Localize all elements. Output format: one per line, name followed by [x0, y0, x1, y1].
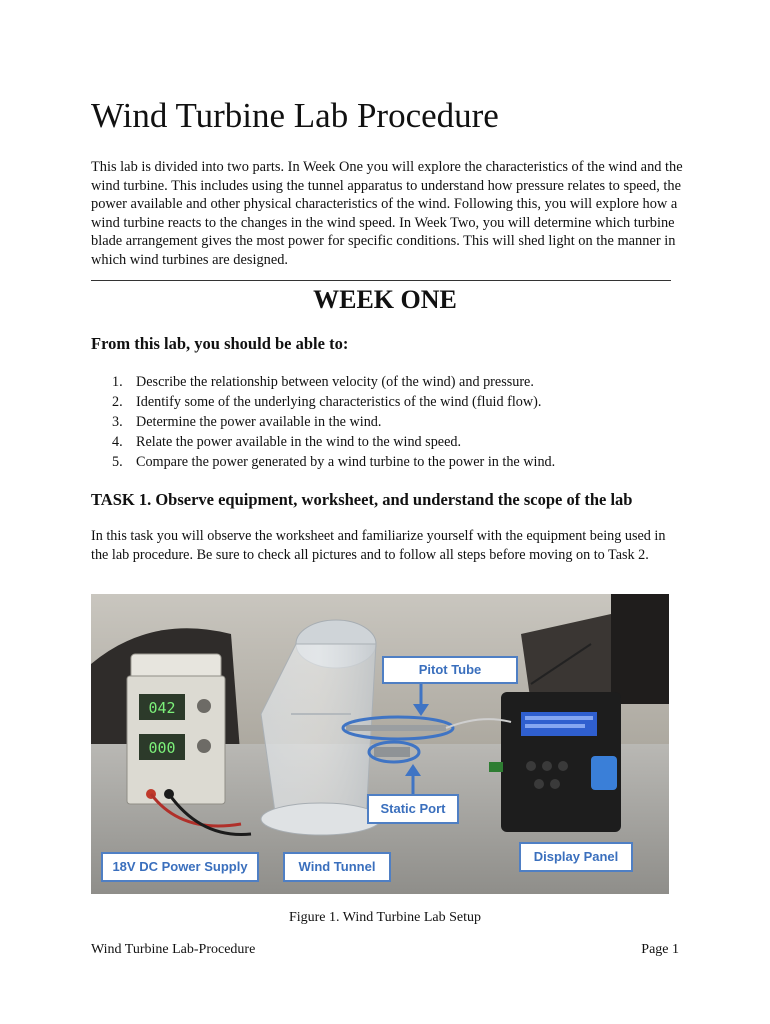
list-text: Relate the power available in the wind to the wind speed. — [136, 434, 462, 450]
lcd-top-readout: 042 — [148, 699, 176, 717]
list-text: Compare the power generated by a wind turbine to the power in the wind. — [136, 454, 556, 470]
display-panel-label: Display Panel — [519, 842, 633, 872]
divider-line — [91, 280, 671, 281]
knob-icon — [197, 699, 211, 713]
page-number: Page 1 — [641, 942, 679, 957]
task-heading: TASK 1. Observe equipment, worksheet, and understand the scope of the lab — [91, 490, 633, 509]
power-supply — [127, 654, 225, 804]
footer-title: Wind Turbine Lab-Procedure — [91, 942, 256, 957]
intro-paragraph: This lab is divided into two parts. In Week One you will explore the characteristics of the wind and the wind turbine. This includes using the tunnel apparatus to understand how pressure relates to speed, the power available and other physical characteristics of the wind. Following this, you will explore how a wind turbine reacts to the changes in the wind speed. In Week Two, you will determine which turbine blade arrangement gives the most power for specific conditions. This will shed light on the manner in which wind turbines are designed. — [91, 159, 683, 268]
list-item — [112, 432, 555, 452]
badge-icon — [591, 756, 617, 790]
list-number: 5. — [112, 454, 123, 470]
list-number: 1. — [112, 374, 123, 390]
objectives-heading: From this lab, you should be able to: — [91, 334, 349, 353]
list-number: 4. — [112, 434, 123, 450]
pitot-tube-rod — [346, 725, 446, 731]
list-item — [112, 392, 555, 412]
list-number: 3. — [112, 414, 123, 430]
display-panel-device — [489, 692, 621, 832]
list-item — [112, 412, 555, 432]
list-item — [112, 452, 555, 472]
monitor-right — [611, 594, 669, 704]
list-text: Determine the power available in the wind. — [136, 414, 382, 430]
list-text: Identify some of the underlying characteristics of the wind (fluid flow). — [136, 394, 542, 410]
power-supply-label: 18V DC Power Supply — [101, 852, 259, 882]
pitot-tube-label: Pitot Tube — [382, 656, 518, 684]
wind-tunnel-label: Wind Tunnel — [283, 852, 391, 882]
page-title: Wind Turbine Lab Procedure — [91, 96, 499, 135]
lab-setup-photo — [91, 594, 669, 894]
objectives-list — [112, 372, 555, 472]
list-number: 2. — [112, 394, 123, 410]
task-paragraph: In this task you will observe the worksheet and familiarize yourself with the equipment being used in the lab procedure. Be sure to check all pictures and to follow all steps before moving on to Task 2. — [91, 528, 666, 563]
list-item — [112, 372, 555, 392]
list-text: Describe the relationship between velocity (of the wind) and pressure. — [136, 374, 534, 390]
static-port-label: Static Port — [367, 794, 459, 824]
week-heading: WEEK ONE — [313, 285, 457, 314]
knob-icon — [197, 739, 211, 753]
lcd-bottom-readout: 000 — [148, 739, 176, 757]
figure-caption: Figure 1. Wind Turbine Lab Setup — [288, 910, 482, 925]
static-port-fitting — [374, 747, 410, 757]
